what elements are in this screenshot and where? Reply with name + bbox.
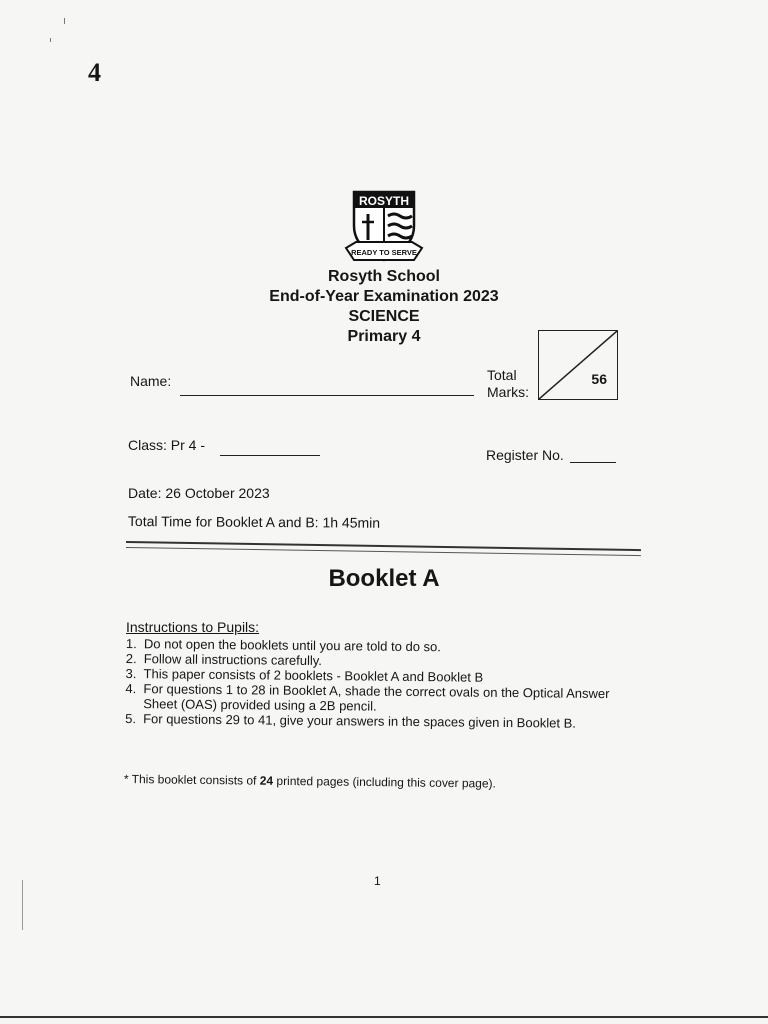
name-label: Name: bbox=[130, 373, 172, 389]
instructions-list bbox=[125, 636, 646, 731]
instruction-item: 1. Do not open the booklets until you are told to do so. bbox=[125, 636, 442, 655]
school-crest-logo bbox=[344, 186, 424, 266]
subject-title: SCIENCE bbox=[348, 308, 420, 325]
crest-banner-text: ROSYTH bbox=[358, 194, 410, 208]
class-label: Class: Pr 4 - bbox=[128, 437, 206, 453]
level-title: Primary 4 bbox=[347, 328, 421, 345]
top-page-number: 4 bbox=[88, 58, 101, 87]
total-marks-box bbox=[538, 330, 618, 400]
instruction-text: Do not open the booklets until you are told to do so. bbox=[143, 636, 442, 655]
marks-label: Marks: bbox=[487, 384, 529, 400]
page-number: 1 bbox=[374, 874, 381, 888]
separator-line bbox=[126, 541, 641, 556]
crest-motto: READY TO SERVE bbox=[351, 248, 417, 257]
instruction-text: This paper consists of 2 booklets - Booklet A and Booklet B bbox=[143, 666, 484, 685]
scan-edge bbox=[0, 1016, 768, 1018]
instruction-item: 3. This paper consists of 2 booklets - Booklet A and Booklet B bbox=[125, 665, 484, 685]
page-count: 24 bbox=[259, 773, 274, 788]
instruction-item: 5. For questions 29 to 41, give your answers in the spaces given in Booklet B. bbox=[125, 710, 577, 731]
scan-mark bbox=[22, 880, 23, 930]
total-marks-value: 56 bbox=[591, 371, 607, 387]
register-field[interactable] bbox=[570, 462, 616, 463]
instructions-heading: Instructions to Pupils: bbox=[126, 619, 260, 635]
exam-date: Date: 26 October 2023 bbox=[128, 485, 270, 501]
page-count-note: * This booklet consists of 24 printed pages (including this cover page). bbox=[123, 772, 496, 791]
total-time: Total Time for Booklet A and B: 1h 45min bbox=[127, 513, 381, 531]
name-field[interactable] bbox=[180, 395, 474, 396]
scan-mark bbox=[50, 38, 51, 42]
register-label: Register No. bbox=[486, 447, 564, 463]
instruction-text: Follow all instructions carefully. bbox=[143, 651, 323, 669]
instruction-text: For questions 29 to 41, give your answers in the spaces given in Booklet B. bbox=[143, 711, 577, 731]
booklet-title: Booklet A bbox=[328, 565, 440, 592]
school-name: Rosyth School bbox=[327, 268, 440, 285]
scan-mark bbox=[64, 18, 65, 24]
class-field[interactable] bbox=[220, 455, 320, 456]
instruction-item: 2. Follow all instructions carefully. bbox=[125, 650, 323, 669]
instruction-text: For questions 1 to 28 in Booklet A, shade the correct ovals on the Optical Answer Sheet (OAS) provided using a 2B pencil. bbox=[143, 681, 610, 714]
exam-title: End-of-Year Examination 2023 bbox=[269, 288, 499, 305]
total-label: Total bbox=[487, 367, 517, 383]
instruction-item: 4. For questions 1 to 28 in Booklet A, shade the correct ovals on the Optical Answer Sheet (OAS) provided using a 2B pencil. bbox=[125, 680, 610, 714]
